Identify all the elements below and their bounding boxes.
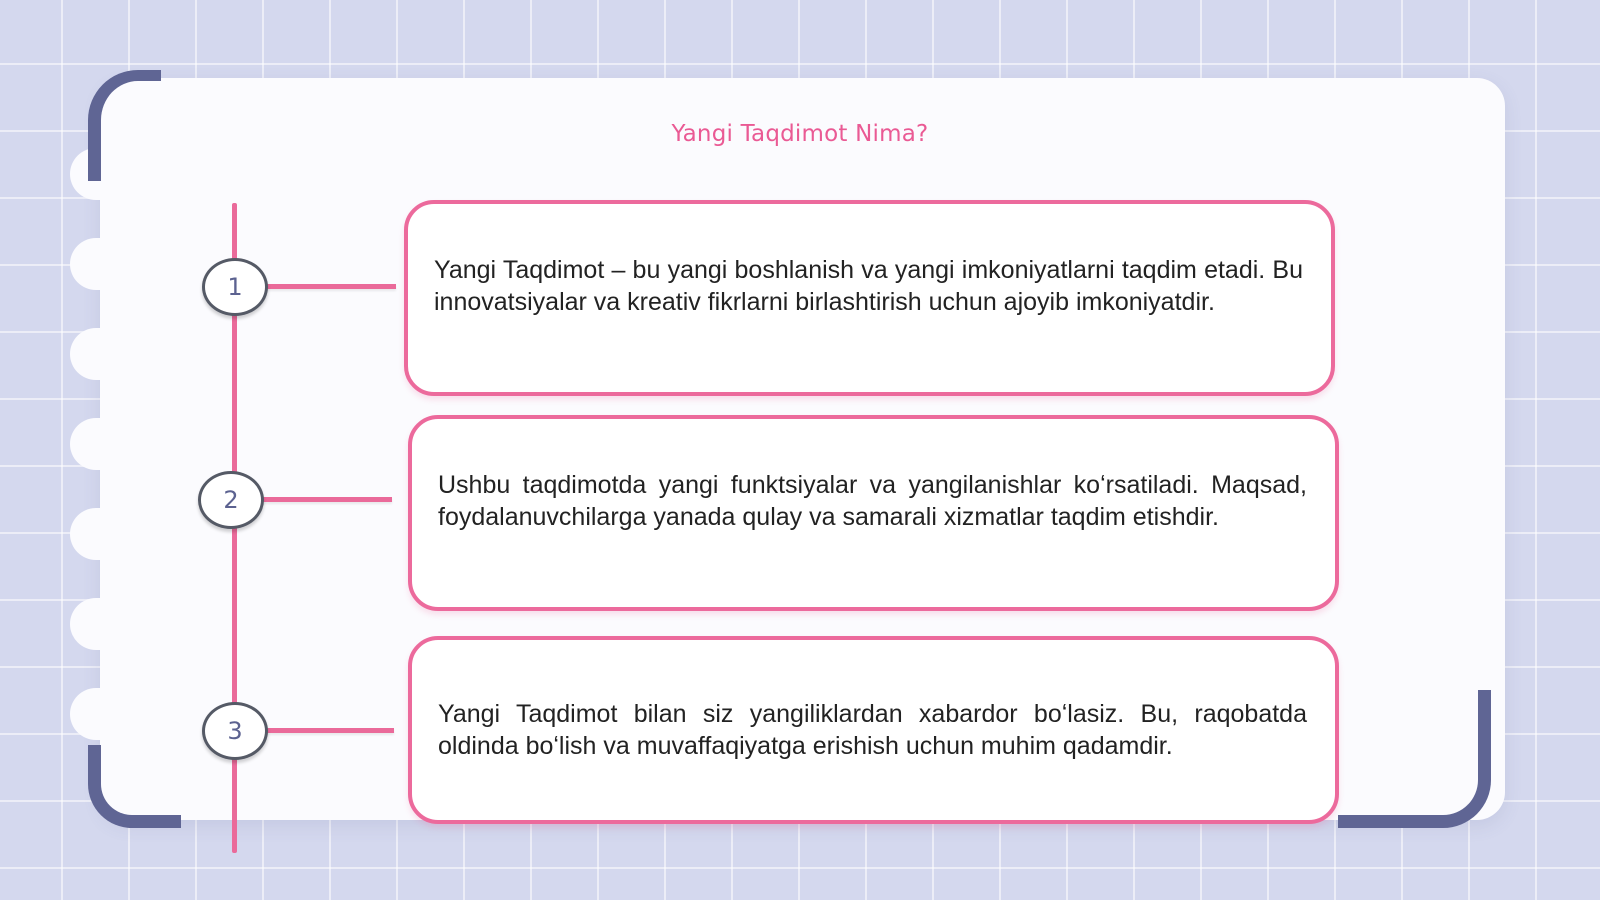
step-number: 3 [227, 717, 243, 745]
paper-notch [70, 328, 126, 380]
paper-notch [70, 688, 126, 740]
corner-bracket-bottom-left [88, 745, 181, 828]
corner-bracket-bottom-right [1338, 690, 1491, 828]
timeline-connector [262, 728, 394, 733]
step-marker-1 [202, 258, 268, 316]
step-card-text: Yangi Taqdimot bilan siz yangiliklardan xabardor boʻlasiz. Bu, raqobatda oldinda boʻlish va muvaffaqiyatga erishish uchun muhim qadamdir. [438, 700, 1307, 760]
timeline-connector [262, 284, 396, 289]
step-card-2 [408, 415, 1339, 611]
step-number: 2 [223, 486, 239, 514]
step-marker-3 [202, 702, 268, 760]
slide-title: Yangi Taqdimot Nima? [671, 121, 929, 147]
step-card-1 [404, 200, 1335, 396]
paper-notch [70, 238, 126, 290]
paper-notch [70, 598, 126, 650]
step-card-text: Yangi Taqdimot – bu yangi boshlanish va yangi imkoniyatlarni taqdim etadi. Bu innovatsiyalar va kreativ fikrlarni birlashtirish uchun ajoyib imkoniyatdir. [434, 256, 1303, 316]
step-card-3 [408, 636, 1339, 824]
step-number: 1 [227, 273, 243, 301]
step-card-text: Ushbu taqdimotda yangi funktsiyalar va yangilanishlar koʻrsatiladi. Maqsad, foydalanuvchilarga yanada qulay va samarali xizmatlar taqdim etishdir. [438, 471, 1307, 531]
paper-notch [70, 418, 126, 470]
paper-notch [70, 508, 126, 560]
timeline-connector [258, 497, 392, 502]
corner-bracket-top-left [88, 70, 161, 181]
step-marker-2 [198, 471, 264, 529]
